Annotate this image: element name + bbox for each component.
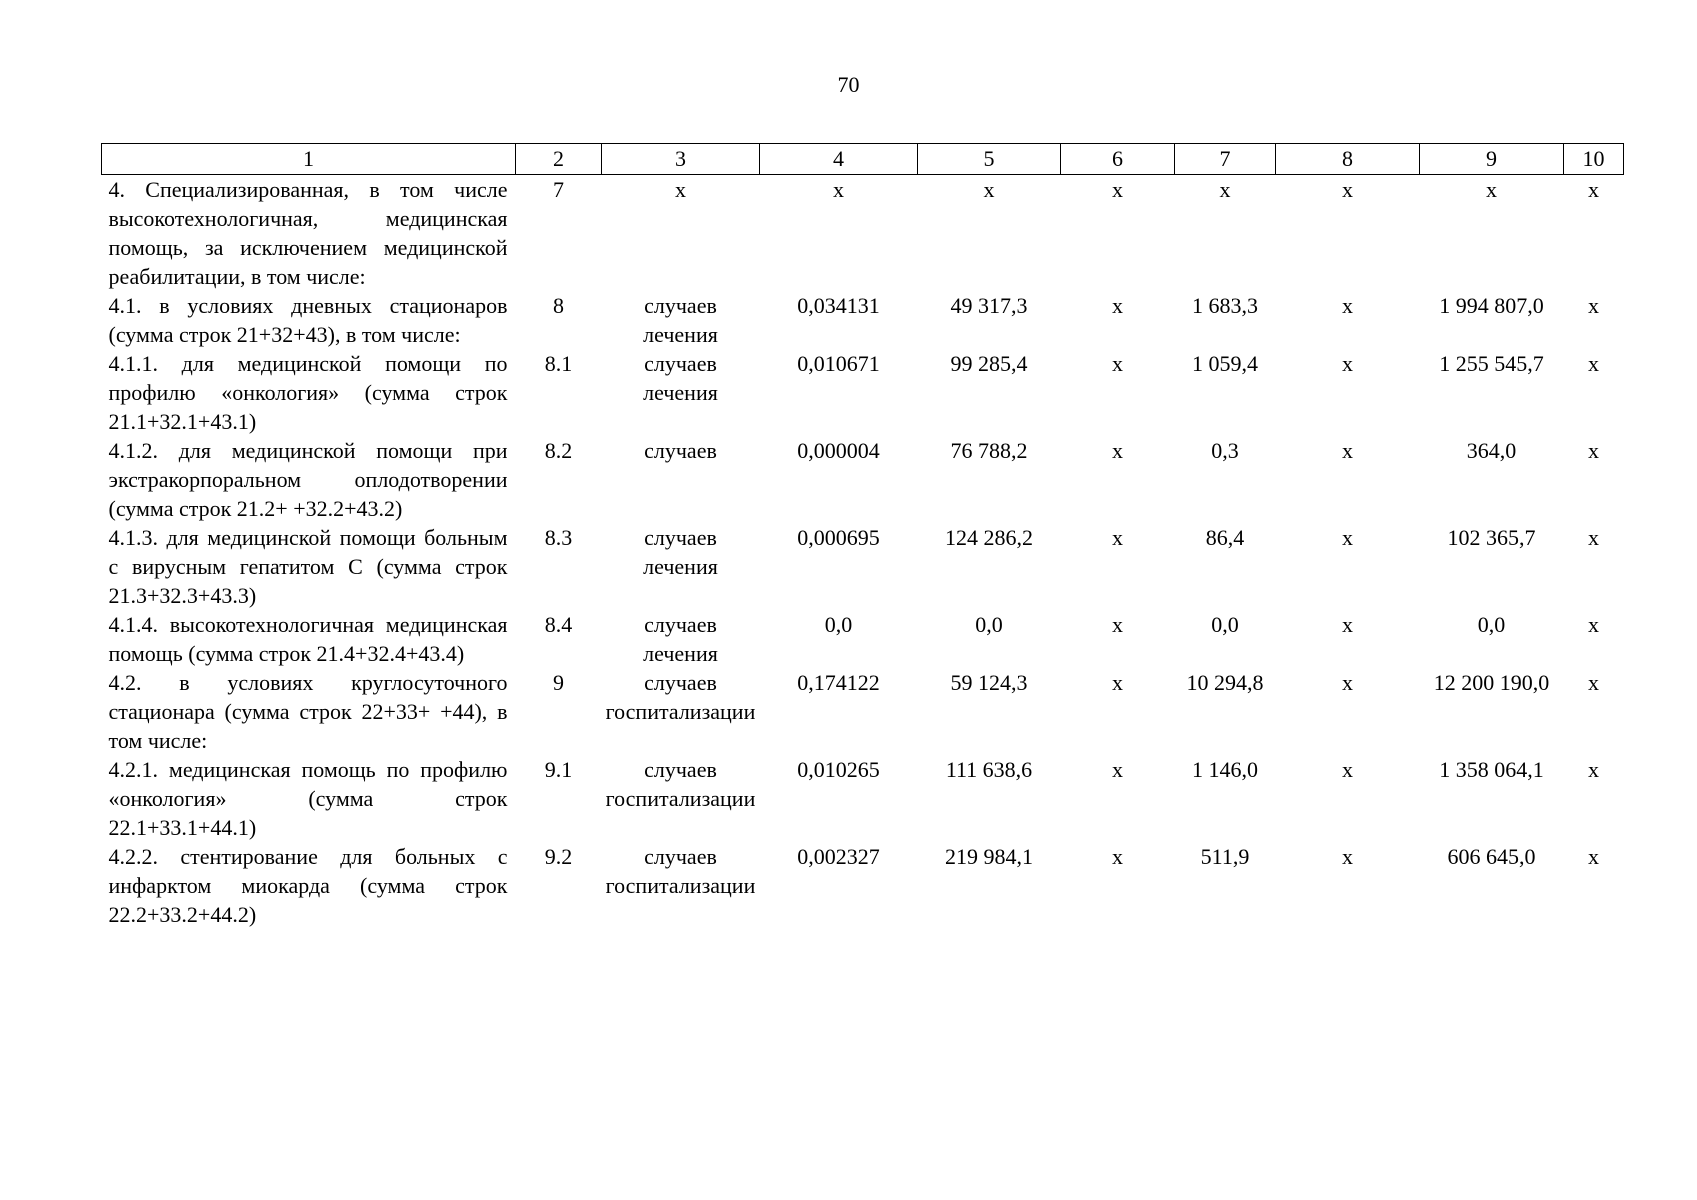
row-cell-col8: х xyxy=(1342,757,1353,782)
row-cell-col10: х xyxy=(1588,757,1599,782)
row-cell-col8: х xyxy=(1342,844,1353,869)
row-cell-col9: 0,0 xyxy=(1477,612,1506,637)
row-cell-col7: 1 683,3 xyxy=(1192,293,1258,318)
row-line-number: 9.1 xyxy=(544,757,573,782)
row-cell-col5: 219 984,1 xyxy=(945,844,1033,869)
row-line-number: 8 xyxy=(553,293,564,318)
row-cell-col6: х xyxy=(1112,757,1123,782)
page-number: 70 xyxy=(837,72,860,97)
row-line-number: 8.4 xyxy=(544,612,573,637)
row-cell-col8: х xyxy=(1342,293,1353,318)
row-cell-col9: 606 645,0 xyxy=(1447,844,1536,869)
row-cell-col8: х xyxy=(1342,670,1353,695)
row-cell-col5: х xyxy=(983,177,995,202)
row-cell-col10: х xyxy=(1588,438,1599,463)
row-unit: случаев лечения xyxy=(643,351,718,405)
row-description: 4.2. в условиях круглосуточного стационара (сумма строк 22+33+ +44), в том числе: xyxy=(108,670,508,753)
row-unit: случаев лечения xyxy=(643,525,718,579)
column-header: 7 xyxy=(1175,144,1276,175)
row-cell-col7: 1 059,4 xyxy=(1192,351,1258,376)
row-description: 4.1.3. для медицинской помощи больным с вирусным гепатитом С (сумма строк 21.3+32.3+43.3) xyxy=(108,525,508,608)
row-unit: случаев лечения xyxy=(643,612,718,666)
row-cell-col4: 0,002327 xyxy=(797,844,880,869)
row-description: 4.1.1. для медицинской помощи по профилю «онкология» (сумма строк 21.1+32.1+43.1) xyxy=(108,351,508,434)
row-cell-col10: х xyxy=(1588,351,1599,376)
row-cell-col6: х xyxy=(1112,293,1123,318)
table-row xyxy=(102,755,1624,842)
row-cell-col9: 12 200 190,0 xyxy=(1433,670,1550,695)
row-cell-col8: х xyxy=(1342,612,1353,637)
row-cell-col10: х xyxy=(1588,177,1599,202)
row-cell-col6: х xyxy=(1112,612,1123,637)
row-unit: случаев госпитализации xyxy=(605,757,756,811)
row-cell-col8: х xyxy=(1342,177,1353,202)
row-cell-col9: 1 994 807,0 xyxy=(1439,293,1544,318)
row-cell-col4: 0,010265 xyxy=(797,757,880,782)
row-cell-col10: х xyxy=(1588,670,1599,695)
row-unit: случаев лечения xyxy=(643,293,718,347)
row-description: 4.2.1. медицинская помощь по профилю «онкология» (сумма строк 22.1+33.1+44.1) xyxy=(108,757,508,840)
row-cell-col6: х xyxy=(1112,525,1123,550)
table-row xyxy=(102,668,1624,755)
row-cell-col5: 0,0 xyxy=(975,612,1003,637)
row-cell-col8: х xyxy=(1342,438,1353,463)
column-header: 1 xyxy=(102,144,516,175)
row-cell-col8: х xyxy=(1342,351,1353,376)
column-header: 9 xyxy=(1420,144,1564,175)
row-unit: случаев госпитализации xyxy=(605,844,756,898)
row-line-number: 8.2 xyxy=(544,438,573,463)
row-cell-col9: 364,0 xyxy=(1466,438,1517,463)
row-cell-col6: х xyxy=(1112,844,1123,869)
column-header: 3 xyxy=(602,144,760,175)
column-header: 10 xyxy=(1564,144,1624,175)
row-line-number: 9 xyxy=(553,670,564,695)
row-cell-col6: х xyxy=(1112,177,1123,202)
row-cell-col7: 86,4 xyxy=(1205,525,1245,550)
row-description: 4.1.2. для медицинской помощи при экстракорпоральном оплодотворении (сумма строк 21.2+ +32.2+43.2) xyxy=(108,438,508,521)
row-line-number: 7 xyxy=(553,177,564,202)
row-cell-col7: 511,9 xyxy=(1200,844,1250,869)
row-cell-col5: 59 124,3 xyxy=(950,670,1028,695)
row-cell-col5: 76 788,2 xyxy=(950,438,1028,463)
row-line-number: 8.3 xyxy=(544,525,573,550)
row-description: 4. Специализированная, в том числе высокотехнологичная, медицинская помощь, за исключением медицинской реабилитации, в том числе: xyxy=(108,177,508,289)
table-row xyxy=(102,349,1624,436)
row-line-number: 8.1 xyxy=(544,351,573,376)
row-cell-col9: 1 358 064,1 xyxy=(1439,757,1544,782)
row-cell-col10: х xyxy=(1588,612,1599,637)
row-cell-col10: х xyxy=(1588,844,1599,869)
row-cell-col6: х xyxy=(1112,351,1123,376)
row-cell-col7: 0,0 xyxy=(1211,612,1239,637)
row-cell-col10: х xyxy=(1588,293,1599,318)
row-cell-col7: 1 146,0 xyxy=(1192,757,1258,782)
row-cell-col4: 0,010671 xyxy=(797,351,880,376)
row-cell-col10: х xyxy=(1588,525,1599,550)
column-header: 5 xyxy=(918,144,1061,175)
row-description: 4.2.2. стентирование для больных с инфарктом миокарда (сумма строк 22.2+33.2+44.2) xyxy=(108,844,508,927)
column-header: 4 xyxy=(760,144,918,175)
column-header: 2 xyxy=(516,144,602,175)
row-cell-col7: х xyxy=(1219,177,1231,202)
row-cell-col4: 0,000004 xyxy=(797,438,880,463)
row-cell-col9: 1 255 545,7 xyxy=(1439,351,1544,376)
column-header: 6 xyxy=(1061,144,1175,175)
row-cell-col5: 99 285,4 xyxy=(950,351,1028,376)
row-cell-col5: 124 286,2 xyxy=(945,525,1033,550)
table-row xyxy=(102,175,1624,292)
row-cell-col7: 0,3 xyxy=(1211,438,1239,463)
row-line-number: 9.2 xyxy=(544,844,573,869)
row-cell-col4: 0,0 xyxy=(824,612,853,637)
row-description: 4.1. в условиях дневных стационаров (сумма строк 21+32+43), в том числе: xyxy=(108,293,508,347)
row-cell-col9: 102 365,7 xyxy=(1447,525,1536,550)
row-cell-col5: 111 638,6 xyxy=(945,757,1033,782)
column-header: 8 xyxy=(1276,144,1420,175)
row-cell-col6: х xyxy=(1112,438,1123,463)
row-cell-col4: 0,174122 xyxy=(797,670,880,695)
table-row xyxy=(102,523,1624,610)
row-cell-col6: х xyxy=(1112,670,1123,695)
table-row xyxy=(102,436,1624,523)
row-description: 4.1.4. высокотехнологичная медицинская помощь (сумма строк 21.4+32.4+43.4) xyxy=(108,612,508,666)
data-table xyxy=(101,143,1624,929)
row-unit: случаев xyxy=(644,438,717,463)
table-header-row xyxy=(102,144,1624,175)
row-cell-col9: х xyxy=(1486,177,1497,202)
table-row xyxy=(102,610,1624,668)
table-row xyxy=(102,842,1624,929)
row-cell-col7: 10 294,8 xyxy=(1186,670,1264,695)
row-cell-col4: 0,034131 xyxy=(797,293,880,318)
row-cell-col4: 0,000695 xyxy=(797,525,880,550)
row-cell-col4: х xyxy=(833,177,844,202)
row-unit: х xyxy=(675,177,686,202)
table-row xyxy=(102,291,1624,349)
row-unit: случаев госпитализации xyxy=(605,670,756,724)
row-cell-col5: 49 317,3 xyxy=(950,293,1028,318)
row-cell-col8: х xyxy=(1342,525,1353,550)
